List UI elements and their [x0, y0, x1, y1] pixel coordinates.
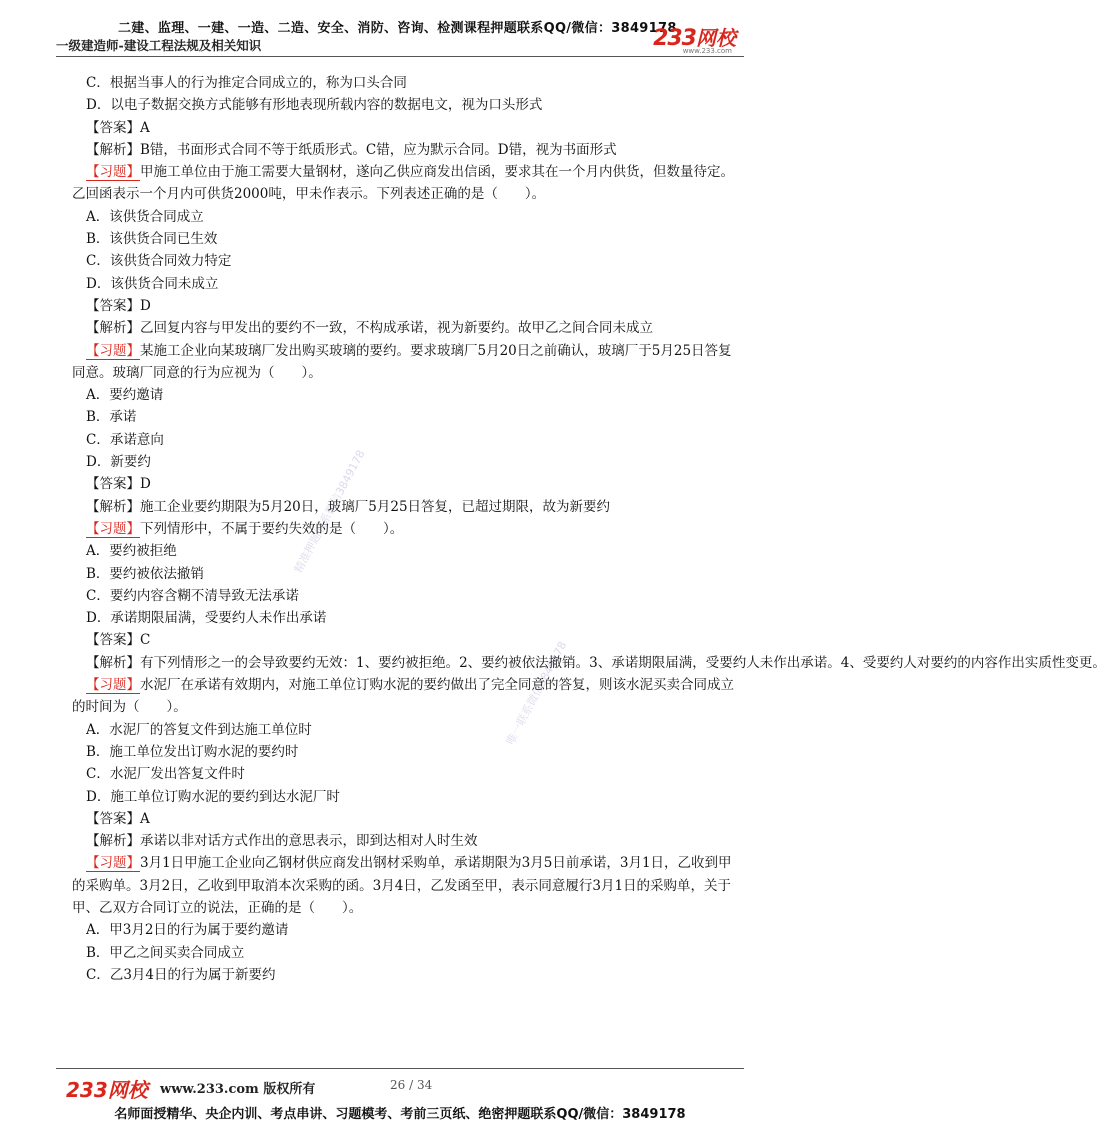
line-text: 【解析】乙回复内容与甲发出的要约不一致，不构成承诺，视为新要约。故甲乙之间合同未成立 — [86, 320, 653, 337]
text-line — [72, 473, 737, 495]
line-text: C．该供货合同效力特定 — [86, 253, 232, 270]
exercise-tag: 【习题】 — [86, 520, 140, 537]
line-text: D．施工单位订购水泥的要约到达水泥厂时 — [86, 788, 340, 805]
text-line — [72, 117, 737, 139]
line-text: A．甲3月2日的行为属于要约邀请 — [86, 922, 289, 939]
text-line — [72, 384, 737, 406]
text-line — [72, 629, 737, 651]
line-text: 【解析】B错，书面形式合同不等于纸质形式。C错，应为默示合同。D错，视为书面形式 — [86, 141, 617, 158]
line-text: D．新要约 — [86, 454, 151, 471]
text-line — [72, 429, 737, 451]
text-line — [72, 585, 737, 607]
text-line — [72, 295, 737, 317]
text-line — [72, 763, 737, 785]
text-line — [72, 228, 737, 250]
text-line — [72, 808, 737, 830]
line-text: 【答案】A — [86, 810, 150, 827]
text-line — [72, 563, 737, 585]
line-text: 3月1日甲施工企业向乙钢材供应商发出钢材采购单，承诺期限为3月5日前承诺，3月1日，乙收到甲的采购单。3月2日，乙收到甲取消本次采购的函。3月4日，乙发函至甲，表示同意履行3月1日的采购单，关于甲、乙双方合同订立的说法，正确的是（ ）。 — [72, 855, 732, 916]
line-text: C．乙3月4日的行为属于新要约 — [86, 966, 276, 983]
footer-promo: 名师面授精华、央企内训、考点串讲、习题模考、考前三页纸、绝密押题联系QQ/微信：3849178 — [114, 1107, 686, 1122]
text-line — [72, 139, 737, 161]
line-text: A．要约被拒绝 — [86, 543, 177, 560]
line-text: D．以电子数据交换方式能够有形地表现所载内容的数据电文，视为口头形式 — [86, 97, 543, 114]
course-subtitle: 一级建造师-建设工程法规及相关知识 — [56, 38, 262, 53]
footer-copyright: www.233.com 版权所有 — [160, 1082, 316, 1097]
text-line — [72, 250, 737, 272]
header-contact-line: 二建、监理、一建、一造、二造、安全、消防、咨询、检测课程押题联系QQ/微信：3849178 — [118, 21, 677, 36]
line-text: B．该供货合同已生效 — [86, 231, 218, 248]
watermark: 唯一联系微信3849178 — [503, 639, 570, 748]
line-text: 【解析】有下列情形之一的会导致要约无效：1、要约被拒绝。2、要约被依法撤销。3、承诺期限届满，受要约人未作出承诺。4、受要约人对要约的内容作出实质性变更。 — [86, 654, 1106, 671]
line-text: 【答案】D — [86, 476, 151, 493]
line-text: 【解析】施工企业要约期限为5月20日，玻璃厂5月25日答复，已超过期限，故为新要约 — [86, 498, 611, 515]
line-text: 某施工企业向某玻璃厂发出购买玻璃的要约。要求玻璃厂5月20日之前确认，玻璃厂于5月25日答复同意。玻璃厂同意的行为应视为（ ）。 — [72, 342, 732, 381]
text-line — [72, 919, 737, 941]
footer-divider — [56, 1068, 744, 1069]
exercise-tag: 【习题】 — [86, 164, 140, 181]
question-block — [72, 852, 737, 919]
line-text: C．要约内容含糊不清导致无法承诺 — [86, 587, 299, 604]
line-text: 【答案】A — [86, 119, 150, 136]
text-line — [72, 830, 737, 852]
footer-logo: 233网校 — [66, 1078, 148, 1102]
watermark: 精准押题联系微信3849178 — [291, 447, 368, 576]
text-line — [72, 540, 737, 562]
question-block — [72, 340, 737, 385]
text-line — [72, 607, 737, 629]
question-block — [72, 518, 737, 540]
line-text: D．承诺期限届满，受要约人未作出承诺 — [86, 610, 327, 627]
question-block — [72, 674, 737, 719]
text-line — [72, 451, 737, 473]
text-line — [72, 496, 737, 518]
brand-logo — [653, 22, 736, 55]
logo-brand: 网校 — [696, 26, 736, 50]
line-text: C．根据当事人的行为推定合同成立的，称为口头合同 — [86, 75, 407, 91]
text-line — [72, 786, 737, 808]
line-text: B．甲乙之间买卖合同成立 — [86, 944, 245, 961]
text-line — [72, 94, 737, 116]
document-body — [72, 72, 1106, 986]
logo-url: www.233.com — [682, 47, 732, 55]
line-text: D．该供货合同未成立 — [86, 275, 219, 292]
line-text: B．施工单位发出订购水泥的要约时 — [86, 743, 299, 760]
line-text: 【解析】承诺以非对话方式作出的意思表示，即到达相对人时生效 — [86, 833, 478, 850]
line-text: C．水泥厂发出答复文件时 — [86, 766, 245, 783]
text-line — [72, 406, 737, 428]
text-line — [72, 964, 737, 986]
text-line — [72, 206, 737, 228]
page-number: 26 / 34 — [390, 1078, 433, 1092]
line-text: 水泥厂在承诺有效期内，对施工单位订购水泥的要约做出了完全同意的答复，则该水泥买卖合同成立的时间为（ ）。 — [72, 677, 734, 716]
line-text: C．承诺意向 — [86, 431, 164, 448]
header-divider — [56, 56, 744, 57]
exercise-tag: 【习题】 — [86, 342, 140, 359]
text-line — [72, 719, 737, 741]
text-line — [72, 317, 737, 339]
line-text: 【答案】D — [86, 297, 151, 314]
line-text: A．水泥厂的答复文件到达施工单位时 — [86, 721, 312, 738]
question-block — [72, 161, 737, 206]
logo-number: 233 — [653, 26, 696, 51]
line-text: 【答案】C — [86, 632, 151, 649]
text-line — [72, 652, 1106, 674]
line-text: B．要约被依法撤销 — [86, 565, 204, 582]
line-text: B．承诺 — [86, 409, 137, 426]
exercise-tag: 【习题】 — [86, 855, 140, 872]
line-text: 甲施工单位由于施工需要大量钢材，遂向乙供应商发出信函，要求其在一个月内供货，但数量待定。乙回函表示一个月内可供货2000吨，甲未作表示。下列表述正确的是（ ）。 — [72, 164, 734, 203]
text-line — [72, 72, 737, 94]
exercise-tag: 【习题】 — [86, 677, 140, 694]
text-line — [72, 741, 737, 763]
line-text: 下列情形中，不属于要约失效的是（ ）。 — [140, 520, 404, 537]
text-line — [72, 273, 737, 295]
line-text: A．该供货合同成立 — [86, 208, 204, 225]
line-text: A．要约邀请 — [86, 387, 164, 404]
text-line — [72, 942, 737, 964]
